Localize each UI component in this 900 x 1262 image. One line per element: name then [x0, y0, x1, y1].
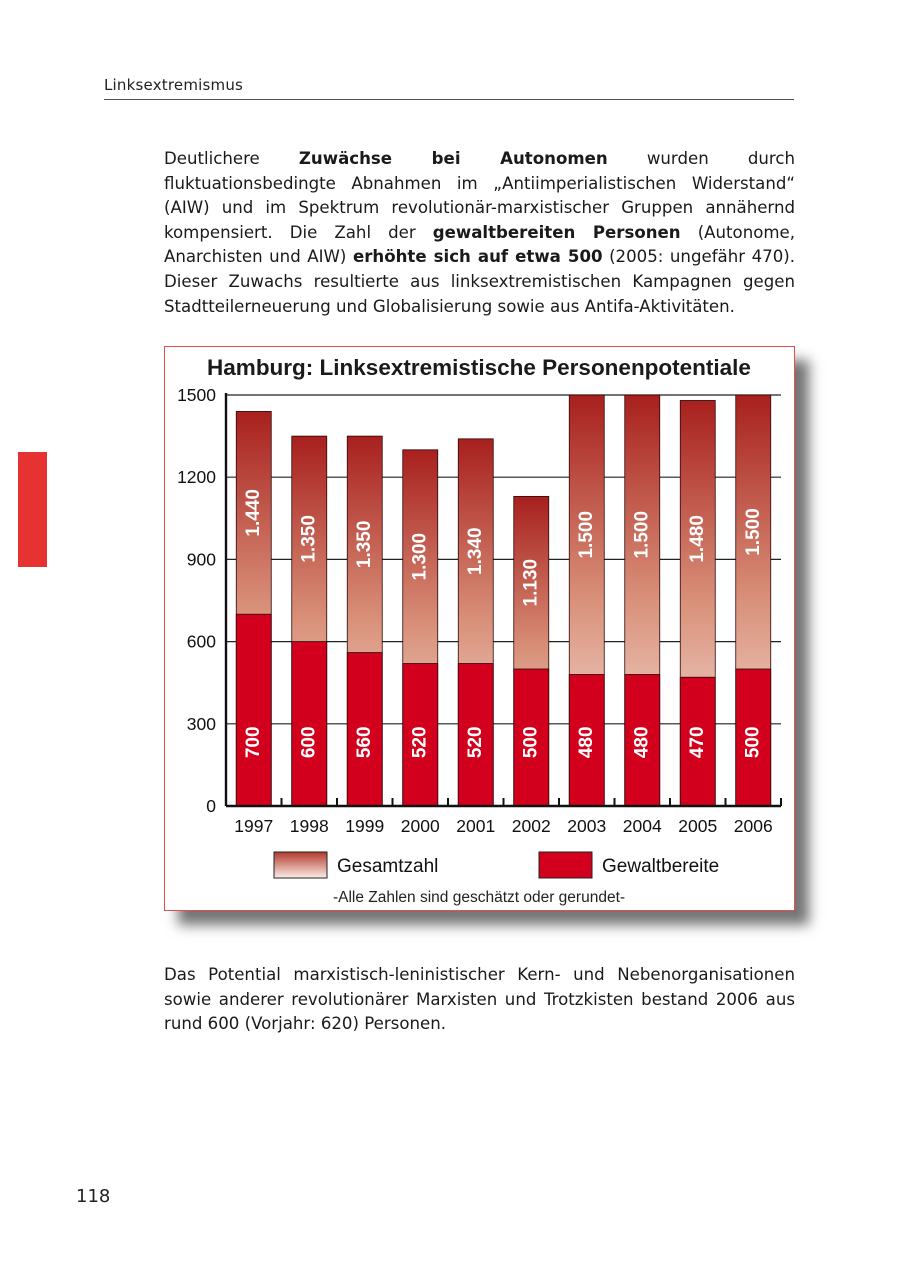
bold-phrase: gewaltbereiten Personen [432, 222, 681, 242]
x-tick-label: 2003 [567, 816, 607, 836]
page-number: 118 [76, 1186, 111, 1207]
bold-phrase: Zuwächse bei Autonomen [298, 149, 608, 168]
intro-paragraph [164, 147, 795, 319]
y-tick-label: 1500 [177, 385, 216, 405]
paragraph-text: Deutlichere [164, 149, 299, 168]
legend-swatch-gewaltbereite [539, 852, 592, 878]
data-label-gesamtzahl: 1.130 [520, 558, 542, 607]
chart-container [164, 346, 795, 911]
bar-gewaltbereite [236, 614, 271, 806]
chart-title: Hamburg: Linksextremistische Personenpotentiale [207, 355, 751, 380]
x-tick-label: 2004 [622, 816, 662, 836]
x-tick-label: 2002 [511, 816, 551, 836]
x-tick-label: 2001 [456, 816, 496, 836]
chapter-tab-marker [18, 452, 47, 567]
data-label-gesamtzahl: 1.500 [742, 508, 764, 556]
y-tick-label: 0 [206, 796, 216, 816]
data-label-gewaltbereite: 470 [687, 726, 709, 759]
data-label-gewaltbereite: 700 [243, 726, 265, 759]
data-label-gesamtzahl: 1.300 [409, 532, 431, 581]
y-tick-label: 300 [186, 713, 216, 734]
paragraph-text: wurden durch fluktuationsbedingte Abnahmen im „Antiimperialistischen Widerstand“ (AIW) und im Spektrum revolutionär-marxistischer Gruppen annähernd kompensiert. Die Zahl der [164, 149, 795, 242]
data-label-gesamtzahl: 1.340 [465, 527, 487, 575]
x-tick-label: 2005 [678, 816, 718, 836]
bar-chart [165, 347, 794, 910]
closing-paragraph: Das Potential marxistisch-leninistischer Kern- und Nebenorganisationen sowie anderer revolutionärer Marxisten und Trotzkisten bestand 2006 aus rund 600 (Vorjahr: 620) Personen. [164, 965, 795, 1034]
data-label-gewaltbereite: 500 [520, 726, 542, 759]
chart-legend [274, 852, 719, 878]
data-label-gewaltbereite: 500 [742, 726, 764, 759]
data-label-gesamtzahl: 1.500 [576, 510, 598, 559]
chart-footnote: -Alle Zahlen sind geschätzt oder gerundet- [332, 889, 626, 906]
data-label-gewaltbereite: 520 [409, 726, 431, 759]
data-label-gewaltbereite: 600 [298, 726, 320, 759]
data-label-gewaltbereite: 480 [576, 726, 598, 759]
data-label-gesamtzahl: 1.500 [631, 510, 653, 559]
x-tick-label: 2000 [400, 816, 440, 836]
data-label-gewaltbereite: 560 [354, 726, 376, 759]
y-tick-label: 900 [186, 549, 216, 570]
x-tick-label: 1998 [289, 816, 329, 836]
x-tick-label: 1997 [234, 816, 274, 836]
legend-swatch-gesamtzahl [274, 852, 327, 878]
data-label-gewaltbereite: 480 [631, 726, 653, 759]
bold-phrase: erhöhte sich auf etwa 500 [352, 247, 603, 267]
legend-label-gewaltbereite: Gewaltbereite [602, 856, 720, 877]
legend-label-gesamtzahl: Gesamtzahl [337, 856, 439, 877]
bar-gewaltbereite [292, 642, 327, 806]
data-label-gesamtzahl: 1.480 [687, 515, 709, 563]
data-label-gewaltbereite: 520 [465, 726, 487, 759]
running-header: Linksextremismus [104, 76, 794, 100]
paragraph-text: (2005: ungefähr 470). Dieser Zuwachs resultierte aus linksextremistischen Kampagnen gegen Stadtteilerneuerung und Globalisierung sowie aus Antifa-Aktivitäten. [164, 247, 795, 316]
x-tick-label: 2006 [733, 816, 773, 836]
y-tick-label: 600 [186, 631, 216, 652]
data-label-gesamtzahl: 1.440 [243, 489, 265, 537]
y-tick-label: 1200 [177, 467, 216, 488]
data-label-gesamtzahl: 1.350 [298, 515, 320, 563]
x-tick-label: 1999 [345, 816, 385, 836]
paragraph-text: (Autonome, Anarchisten und AIW) [164, 222, 796, 267]
data-label-gesamtzahl: 1.350 [354, 520, 376, 569]
